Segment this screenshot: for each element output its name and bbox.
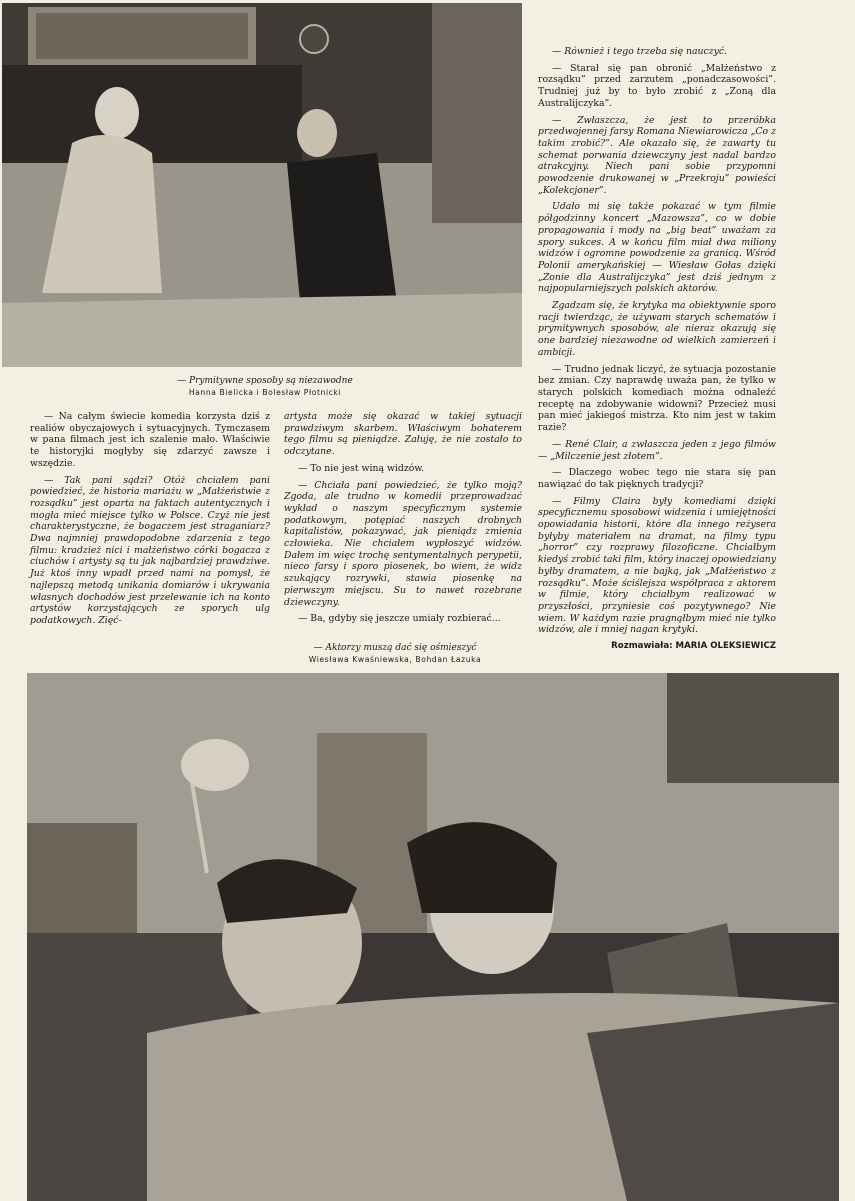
paragraph: — Ba, gdyby się jeszcze umiały rozbierać... (298, 613, 501, 625)
photo-bottom-caption (270, 642, 520, 666)
caption-names: Hanna Bielicka i Bolesław Płotnicki (188, 388, 342, 397)
paragraph: — To nie jest winą widzów. (298, 462, 425, 474)
paragraph: — Trudno jednak liczyć, że sytuacja pozostanie bez zmian. Czy naprawdę uważa pan, że tylko w starych polskich komediach można odnaleźć receptę na zdobywanie widowni? Przecież musi pan mieć jakiegoś mistrza. Kto nim jest w takim razie? (538, 363, 776, 434)
photo-top-image (2, 3, 522, 367)
author-signature: Rozmawiała: MARIA OLEKSIEWICZ (611, 641, 776, 652)
paragraph: — Chciała pani powiedzieć, że tylko moją? Zgoda, ale trudno w komedii przeprowadzać wykład o naszym specyficznym systemie podatkowym, potępiać naszych drobnych kapitalistów, pokazywać, jak pieniądz zmienia człowieka. Nie chciałem wypłoszyć widzów. Dałem im więc trochę sentymentalnych perypetii, nieco farsy i sporo piosenek, bo wiem, że widz szukający rozrywki, stawia piosenkę na pierwszym miejscu. Su to nawet rozebrane dziewczyny. (284, 479, 522, 608)
paragraph: — Zwłaszcza, że jest to przeróbka przedwojennej farsy Romana Niewiarowicza „Co z takim zrobić?”. Ale okazało się, że zawarty tu schemat porwania dziewczyny jest nadal bardzo atrakcyjny. Niech pani sobie przypomni powodzenie drukowanej w „Przekroju” powieści „Kolekcjoner”. (538, 114, 776, 196)
paragraph: — Filmy Claira były komediami dzięki specyficznemu sposobowi widzenia i umiejętności opowiadania historii, które dla innego reżysera byłyby materiałem na dramat, na filmy typu „horror” czy rozprawy filozoficzne. Chciałbym kiedyś zrobić taki film, który inaczej opowiedziany byłby dramatem, a nie bajką, jak „Małżeństwo z rozsądku”. Może ściślejsza współpraca z aktorem w filmie, który chciałbym realizować w przyszłości, przyniesie coś pozytywnego? Nie wiem. W każdym razie pragnąłbym mieć nie tylko widzów, ale i mniej nagan krytyki. (538, 495, 776, 636)
caption-title: — Prymitywne sposoby są niezawodne (177, 376, 353, 386)
left-column (30, 411, 270, 632)
photo-top (2, 3, 522, 367)
paragraph: Udało mi się także pokazać w tym filmie półgodzinny koncert „Mazowsza”, co w dobie propagowania i mody na „big beat” uważam za spory sukces. A w końcu film miał dwa miliony widzów i ogromne powodzenie za granicą. Wśród Polonii amerykańskiej — Wiesław Gołas dzięki „Zonie dla Australijczyka” jest dziś jednym z najpopularniejszych polskich aktorów. (538, 201, 776, 295)
paragraph: — Również i tego trzeba się nauczyć. (552, 46, 728, 57)
paragraph: Zgadzam się, że krytyka ma obiektywnie sporo racji twierdząc, że używam starych schematów i prymitywnych sposobów, ale nieraz okazują się one bardziej niezawodne od wielkich zamierzeń i ambicji. (538, 300, 776, 358)
paragraph: artysta może się okazać w takiej sytuacji prawdziwym skarbem. Właściwym bohaterem tego filmu są pieniądze. Załuję, że nie zostało to odczytane. (284, 411, 522, 458)
paragraph: — Dlaczego wobec tego nie stara się pan nawiązać do tak pięknych tradycji? (538, 467, 776, 490)
caption-names: Wiesława Kwaśniewska, Bohdan Łazuka (308, 655, 482, 664)
paragraph: — Na całym świecie komedia korzysta dziś z realiów obyczajowych i sytuacyjnych. Tymczasem w pana filmach jest ich szalenie mało. Właściwie te historyjki mogłyby się zdarzyć zawsze i wszędzie. (30, 411, 270, 469)
paragraph: — Starał się pan obronić „Małżeństwo z rozsądku” przed zarzutem „ponadczasowości”. Trudniej już by to było zrobić z „Zoną dla Australijczyka”. (538, 62, 776, 109)
photo-bottom-image (27, 673, 839, 1201)
paragraph: — Tak pani sądzi? Otóż chciałem pani powiedzieć, że historia mariażu w „Małżeństwie z rozsądku” jest oparta na faktach autentycznych i mogła mieć miejsce tylko w Polsce. Czyż nie jest charakterystyczne, że bogaczem jest straganiarz? Dwa najmniej prawdopodobne zdarzenia z tego filmu: kradzież nici i małżeństwo córki bogacza z ciuchów i artysty są tu jak najbardziej prawdziwe. Już ktoś inny wpadł przed nami na pomysł, że najlepszą metodą unikania domiarów i ukrywania własnych dochodów jest przelewanie ich na konto artystów korzystających ze sporych ulg podatkowych. Zięć- (30, 474, 270, 626)
middle-column (284, 411, 522, 630)
caption-title: — Aktorzy muszą dać się ośmieszyć (313, 643, 477, 653)
photo-top-caption (150, 375, 380, 399)
photo-bottom (27, 673, 839, 1201)
paragraph: — René Clair, a zwłaszcza jeden z jego filmów — „Milczenie jest złotem”. (538, 438, 776, 462)
right-column (538, 46, 776, 653)
